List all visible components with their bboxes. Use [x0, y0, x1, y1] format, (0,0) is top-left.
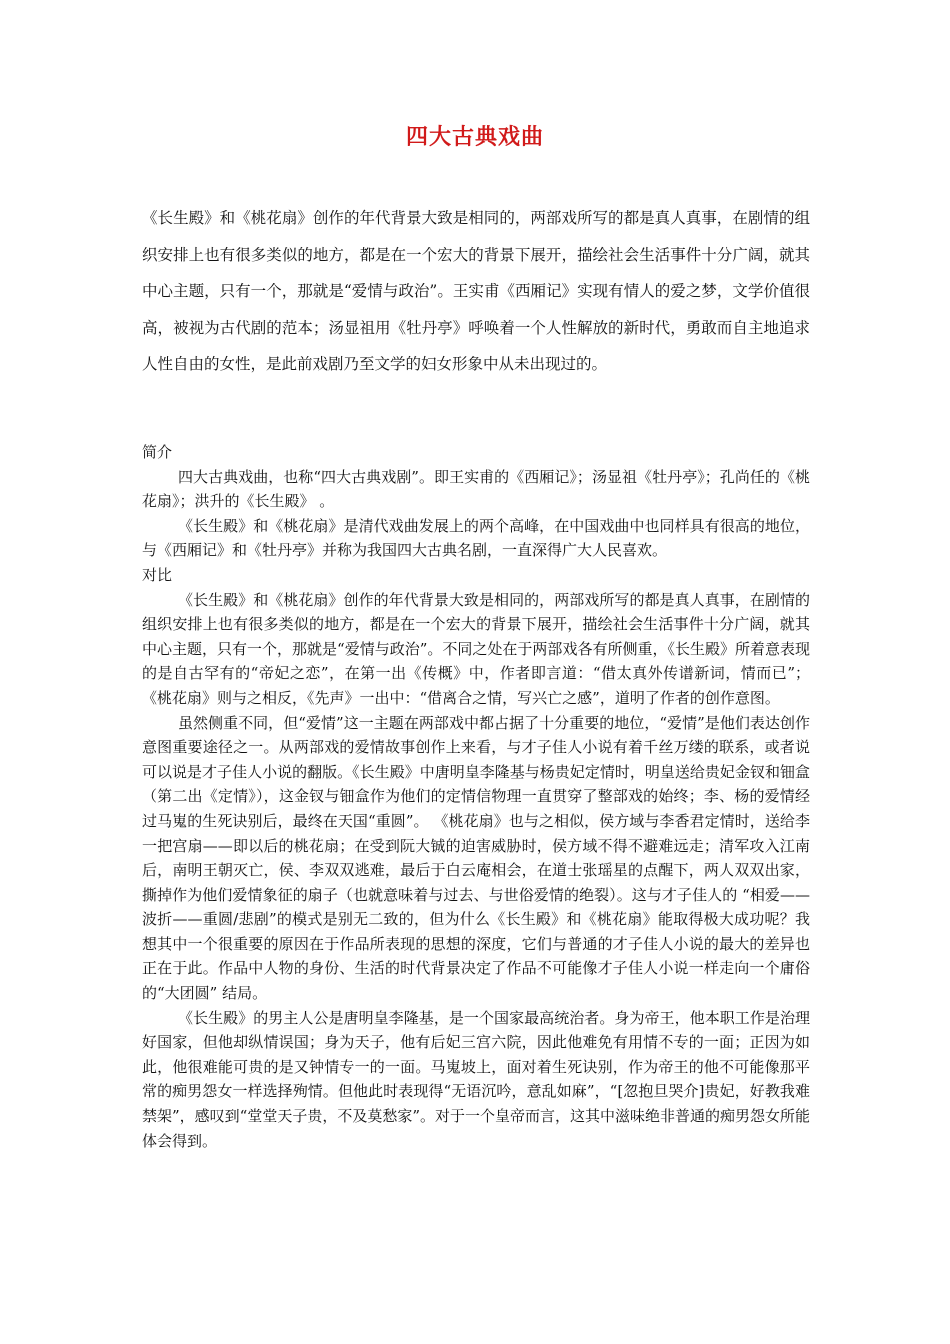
section-heading-comparison: 对比 [142, 565, 173, 584]
comparison-paragraph-2: 虽然侧重不同，但“爱情”这一主题在两部戏中都占据了十分重要的地位，“爱情”是他们表达创作意图重要途径之一。从两部戏的爱情故事创作上来看，与才子佳人小说有着千丝万缕的联系，或者说可以说是才子佳人小说的翻版。《长生殿》中唐明皇李隆基与杨贵妃定情时，明皇送给贵妃金钗和钿盒（第二出《定情》），这金钗与钿盒作为他们的定情信物理一直贯穿了整部戏的始终；李、杨的爱情经过马嵬的生死诀别后，最终在天国“重圆”。 《桃花扇》也与之相似，侯方域与李香君定情时，送给李一把宫扇——即以后的桃花扇；在受到阮大铖的迫害威胁时，侯方域不得不避难远走；清军攻入江南后，南明王朝灭亡，侯、李双双逃难，最后于白云庵相会，在道士张瑶星的点醒下，两人双双出家，撕掉作为他们爱情象征的扇子（也就意味着与过去、与世俗爱情的绝裂）。这与才子佳人的 “相爱——波折——重圆/悲剧”的模式是别无二致的，但为什么《长生殿》和《桃花扇》能取得极大成功呢？我想其中一个很重要的原因在于作品所表现的思想的深度，它们与普通的才子佳人小说的最大的差异也正在于此。作品中人物的身份、生活的时代背景决定了作品不可能像才子佳人小说一样走向一个庸俗的“大团圆” 结局。 [142, 713, 810, 1003]
intro-section-paragraph-2: 《长生殿》和《桃花扇》是清代戏曲发展上的两个高峰，在中国戏曲中也同样具有很高的地位，与《西厢记》和《牡丹亭》并称为我国四大古典名剧，一直深得广大人民喜欢。 [142, 516, 810, 560]
document-body [142, 440, 810, 1153]
comparison-paragraph-1: 《长生殿》和《桃花扇》创作的年代背景大致是相同的，两部戏所写的都是真人真事，在剧情的组织安排上也有很多类似的地方，都是在一个宏大的背景下展开，描绘社会生活事件十分广阔，就其中心主题，只有一个，那就是“爱情与政治”。不同之处在于两部戏各有所侧重，《长生殿》所着意表现的是自古罕有的“帝妃之恋”，在第一出《传概》中，作者即言道：“借太真外传谱新词，情而已”；《桃花扇》则与之相反，《先声》一出中：“借离合之情，写兴亡之感”，道明了作者的创作意图。 [142, 590, 810, 707]
intro-paragraph: 《长生殿》和《桃花扇》创作的年代背景大致是相同的，两部戏所写的都是真人真事，在剧情的组织安排上也有很多类似的地方，都是在一个宏大的背景下展开，描绘社会生活事件十分广阔，就其中心主题，只有一个，那就是“爱情与政治”。王实甫《西厢记》实现有情人的爱之梦，文学价值很高，被视为古代剧的范本；汤显祖用《牡丹亭》呼唤着一个人性解放的新时代，勇敢而自主地追求人性自由的女性，是此前戏剧乃至文学的妇女形象中从未出现过的。 [142, 209, 810, 373]
intro-section-paragraph-1: 四大古典戏曲，也称“四大古典戏剧”。即王实甫的《西厢记》；汤显祖《牡丹亭》；孔尚任的《桃花扇》；洪升的《长生殿》 。 [142, 467, 810, 511]
section-heading-intro: 简介 [142, 443, 173, 461]
document-title: 四大古典戏曲 [405, 124, 544, 150]
comparison-paragraph-3: 《长生殿》的男主人公是唐明皇李隆基，是一个国家最高统治者。身为帝王，他本职工作是治理好国家，但他却纵情误国；身为天子，他有后妃三宫六院，因此他难免有用情不专的一面；正因为如此，他很难能可贵的是又钟情专一的一面。马嵬坡上，面对着生死诀别，作为帝王的他不可能像那平常的痴男怨女一样选择殉情。但他此时表现得“无语沉吟，意乱如麻”，“[忽抱旦哭介]贵妃，好教我难禁架”，感叹到“堂堂天子贵，不及莫愁家”。对于一个皇帝而言，这其中滋味绝非普通的痴男怨女所能体会得到。 [142, 1008, 811, 1150]
